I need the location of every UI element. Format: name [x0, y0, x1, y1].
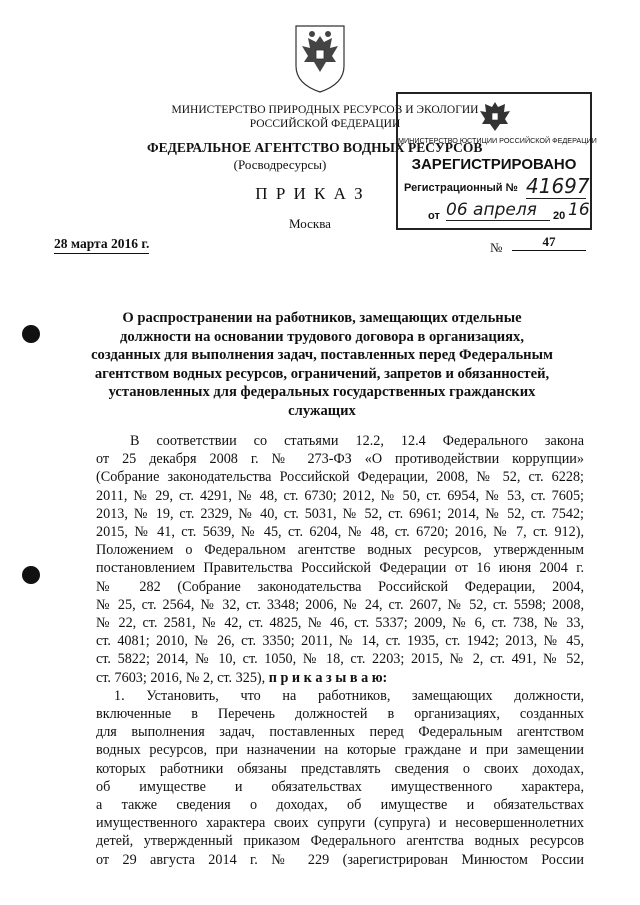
body-line: 2011, № 29, ст. 4291, № 48, ст. 6730; 2012, № 50, ст. 6954, № 53, ст. 7605; [96, 487, 584, 504]
body-line: имущественного характера своих супруги (супруга) и несовершеннолетних [96, 815, 584, 832]
body-line: постановлением Правительства Российской Федерации от 16 июня 2004 г. [96, 560, 584, 577]
body-line: водных ресурсов, при назначении на которые граждане и при замещении [96, 742, 584, 759]
stamp-emblem [478, 98, 512, 134]
body-line: 1. Установить, что на работников, замещающих должности, [114, 687, 584, 704]
stamp-reg-date: 06 апреля [446, 200, 550, 221]
body-line: № 22, ст. 2581, № 42, ст. 4825, № 46, ст. 5337; 2009, № 6, ст. 738, № 33, [96, 615, 584, 632]
stamp-reg-label: Регистрационный № [404, 182, 518, 194]
title-line: агентством водных ресурсов, ограничений, запретов и обязанностей, [94, 365, 550, 382]
registration-stamp [396, 92, 597, 230]
coat-of-arms-emblem [290, 22, 350, 94]
body-line: № 25, ст. 2564, № 32, ст. 3348; 2006, № 24, ст. 2607, № 52, ст. 5598; 2008, [96, 596, 584, 613]
stamp-ministry: МИНИСТЕРСТВО ЮСТИЦИИ РОССИЙСКОЙ ФЕДЕРАЦИИ [398, 136, 597, 145]
body-line: Положением о Федеральном агентстве водных ресурсов, утвержденным [96, 542, 584, 559]
body-line: от 25 декабря 2008 г. № 273-ФЗ «О противодействии коррупции» [96, 451, 584, 468]
title-line: О распространении на работников, замещающих отдельные [122, 310, 522, 326]
order-number: 47 [512, 234, 586, 251]
body-line: которых работники обязаны представлять сведения о своих доходах, [96, 760, 584, 777]
point-1 [96, 687, 584, 869]
body-line: а также сведения о доходах, об имуществе и обязательствах [96, 797, 584, 814]
order-title [82, 309, 562, 420]
document-type: П Р И К А З [255, 184, 365, 203]
stamp-reg-number: 41697 [526, 174, 590, 198]
body-line: В соответствии со статьями 12.2, 12.4 Федерального закона [130, 433, 584, 449]
agency-name: ФЕДЕРАЛЬНОЕ АГЕНТСТВО ВОДНЫХ РЕСУРСОВ [147, 140, 483, 155]
order-keyword: п р и к а з ы в а ю: [268, 669, 388, 686]
body-line: включенные в Перечень должностей в организациях, созданных [96, 706, 584, 723]
stamp-registered: ЗАРЕГИСТРИРОВАНО [411, 156, 577, 173]
agency-short-name: (Росводресурсы) [233, 157, 327, 172]
body-line: ст. 4081; 2010, № 26, ст. 3350; 2011, № 14, ст. 1935, ст. 1942; 2013, № 45, [96, 633, 584, 650]
body-line: от 29 августа 2014 г. № 229 (зарегистрирован Минюстом России [96, 851, 584, 868]
ministry-line-2: РОССИЙСКОЙ ФЕДЕРАЦИИ [249, 118, 401, 130]
body-line: для выполнения задач, поставленных перед Федеральным агентством [96, 724, 584, 741]
body-line: ст. 7603; 2016, № 2, ст. 325), п р и к а з ы в а ю: [96, 669, 388, 686]
body-line: 2013, № 19, ст. 2329, № 40, ст. 5031, № 52, ст. 6961; 2014, № 52, ст. 7542; [96, 505, 584, 522]
order-number-label: № [490, 240, 503, 255]
order-body [96, 432, 584, 869]
punch-hole-bottom [22, 566, 40, 584]
body-line: 2015, № 41, ст. 5639, № 45, ст. 6204, № 48, ст. 6720; 2016, № 7, ст. 912), [96, 524, 584, 541]
body-line: (Собрание законодательства Российской Федерации, 2008, № 52, ст. 6228; [96, 469, 584, 486]
body-line: об имуществе и обязательствах имущественного характера, [96, 778, 584, 795]
body-line: ст. 5822; 2014, № 10, ст. 1050, № 18, ст. 2203; 2015, № 2, ст. 491, № 52, [96, 651, 584, 668]
stamp-year-prefix: 20 [553, 210, 566, 222]
title-line: установленных для федеральных государственных гражданских [108, 384, 536, 400]
title-line: должности на основании трудового договора в организациях, [120, 328, 524, 345]
punch-hole-top [22, 325, 40, 343]
body-line: № 282 (Собрание законодательства Российской Федерации, 2004, [96, 578, 584, 595]
stamp-year-suffix: 16 [568, 200, 590, 220]
title-line: служащих [288, 402, 356, 419]
ministry-line-1: МИНИСТЕРСТВО ПРИРОДНЫХ РЕСУРСОВ И ЭКОЛОГИИ [171, 104, 479, 116]
stamp-from-label: от [428, 210, 440, 222]
body-line: детей, утвержденный приказом Федерального агентства водных ресурсов [96, 833, 584, 850]
title-line: созданных для выполнения задач, поставленных перед Федеральным [91, 347, 553, 363]
city: Москва [289, 216, 331, 231]
order-date: 28 марта 2016 г. [54, 236, 149, 254]
